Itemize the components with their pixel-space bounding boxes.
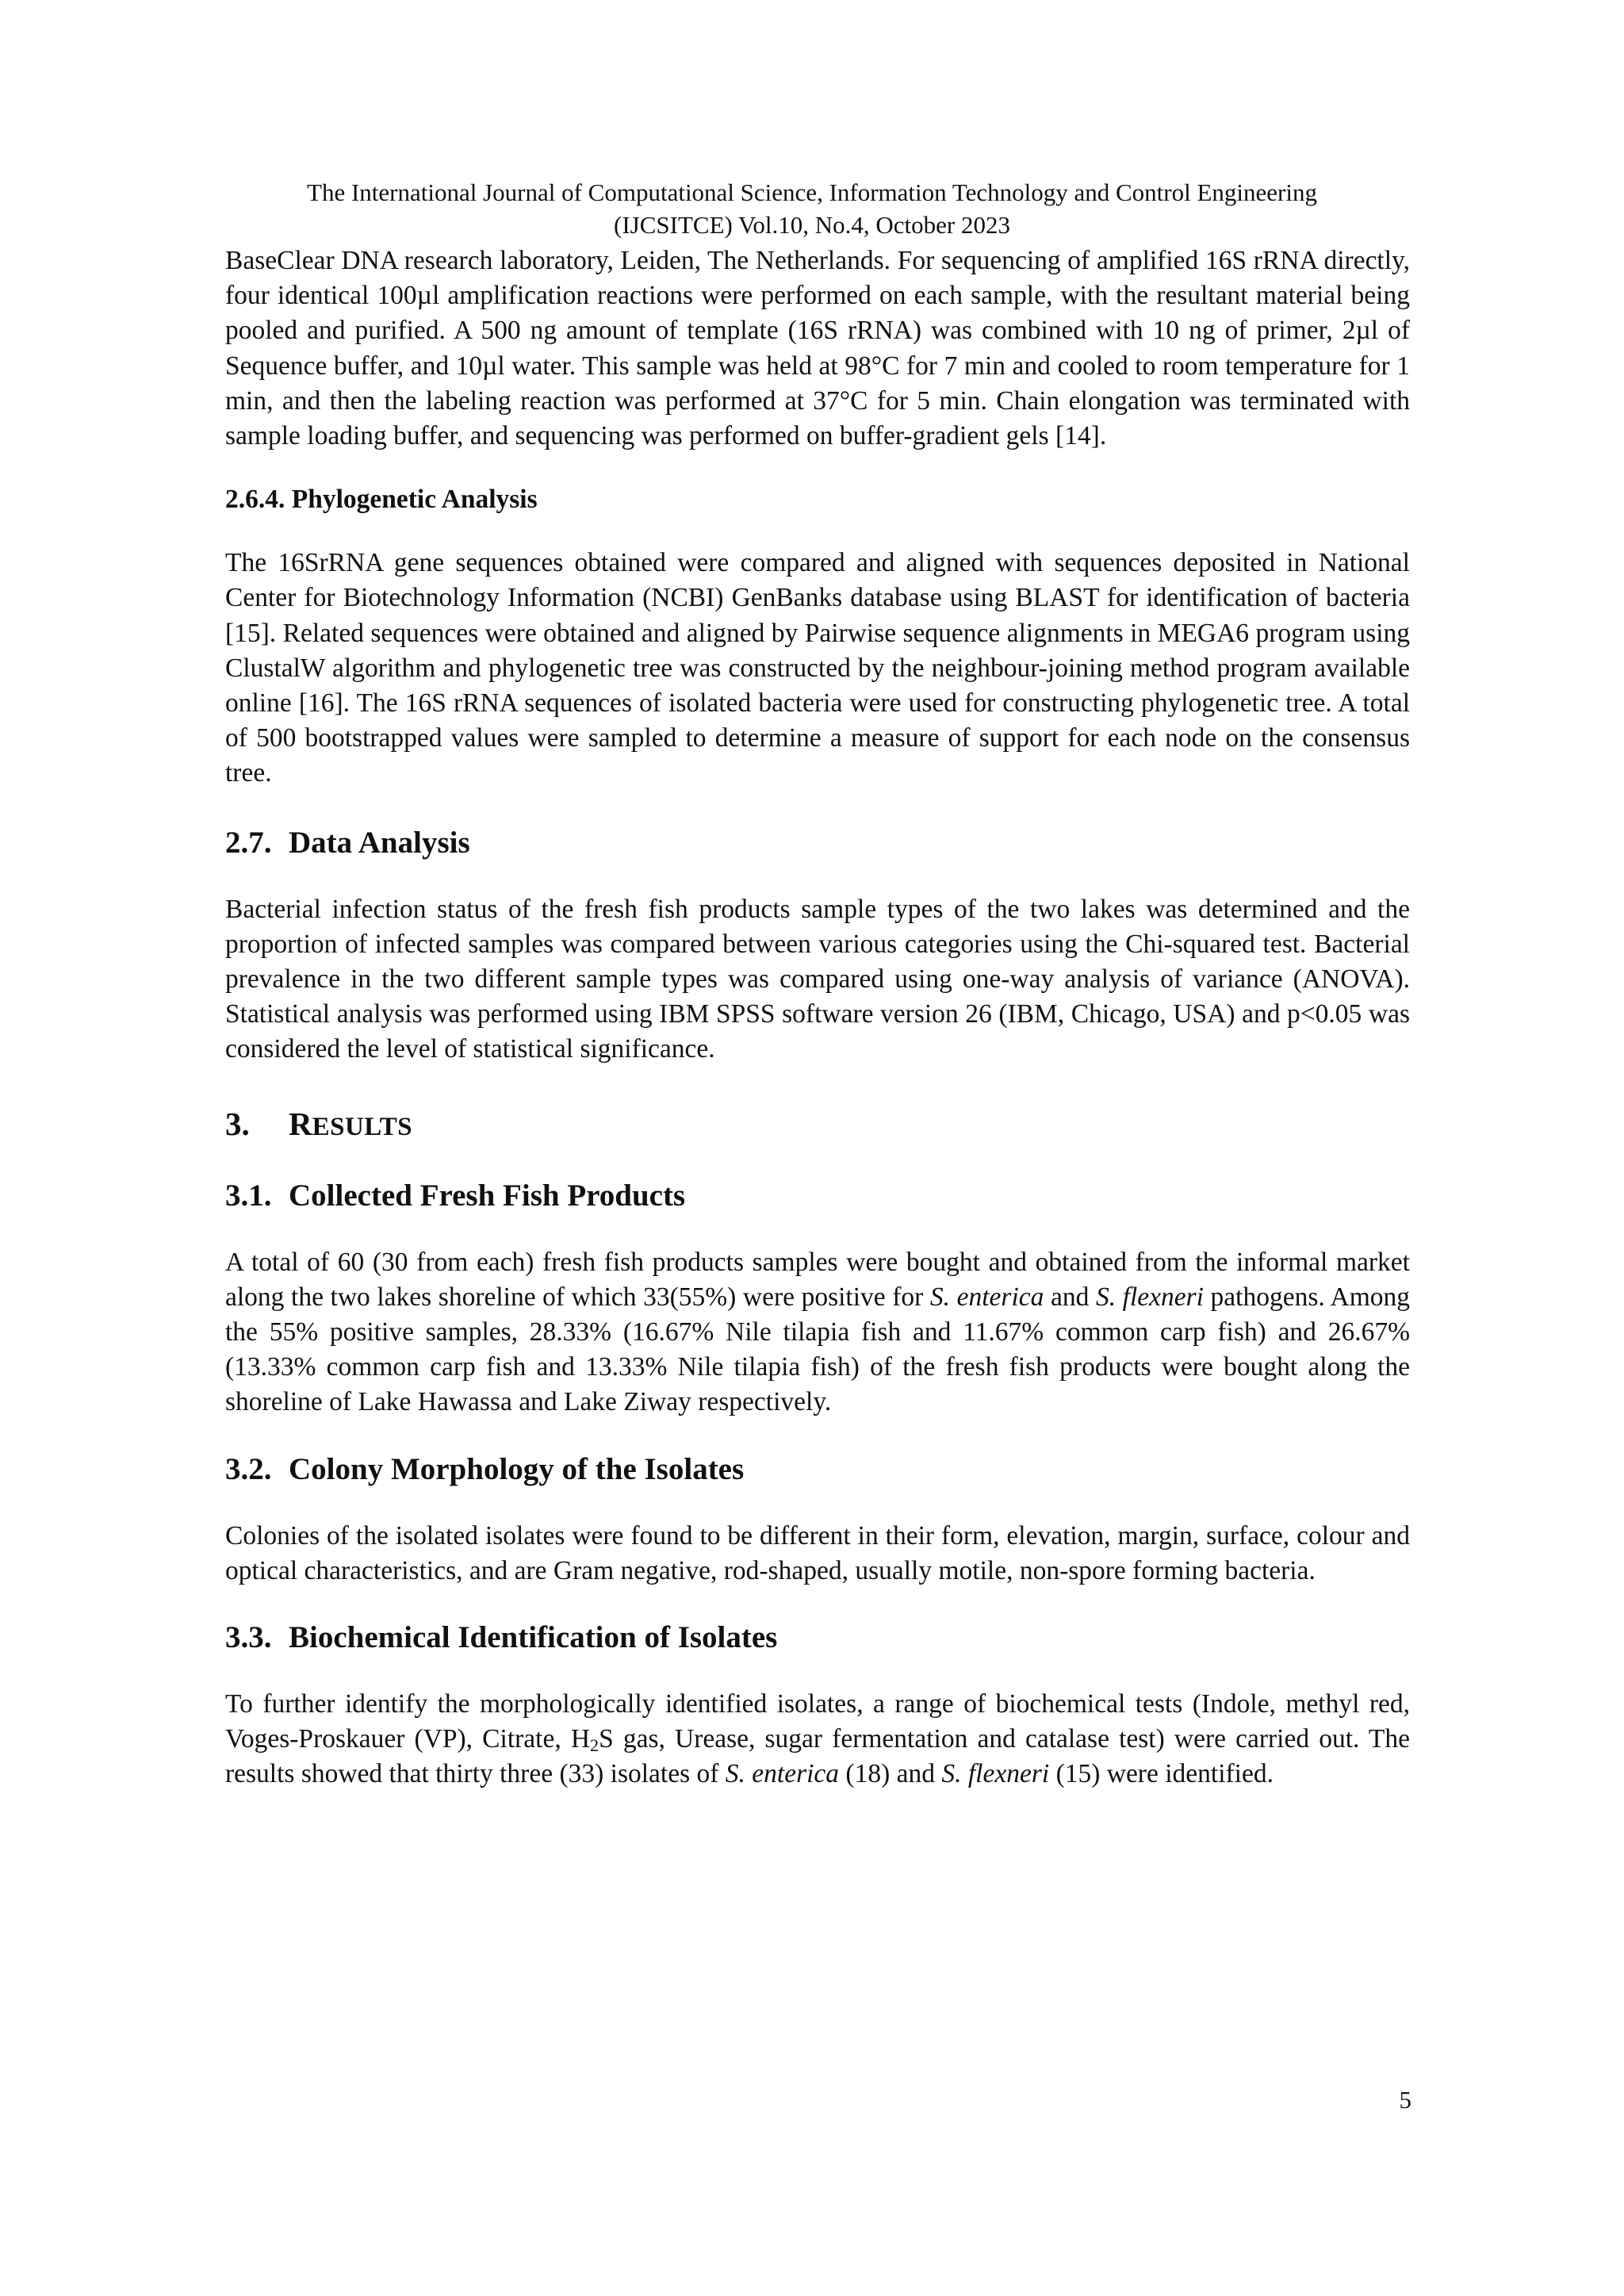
section-3-title-rest: ESULTS (312, 1112, 413, 1141)
journal-header-line-2: (IJCSITCE) Vol.10, No.4, October 2023 (614, 211, 1010, 239)
section-3-1-text-1: A total of 60 (30 from each) fresh fish products samples were bought and obtained from the informal market along the two lakes shoreline of which 33(55%) were positive for (225, 1247, 1410, 1312)
section-3-number: 3. (225, 1105, 250, 1142)
section-3-3-text-1: To further identify the morphologically identified isolates, a range of biochemical tests (Indole, methyl red, Voges-Proskauer (VP), Citrate, H (225, 1689, 1410, 1754)
section-3-2-paragraph: Colonies of the isolated isolates were found to be different in their form, elevation, margin, surface, colour and optical characteristics, and are Gram negative, rod-shaped, usually motile, non-spore forming bacteria. (225, 1520, 1410, 1585)
section-3-3-text-4: (15) were identified. (1049, 1759, 1274, 1789)
section-3-1-text-2: and (1044, 1282, 1096, 1312)
section-3-2-heading (225, 1451, 1410, 1489)
species-name-s-flexneri: S. flexneri (941, 1759, 1050, 1789)
journal-header (222, 176, 1402, 241)
section-3-title-initial: R (289, 1105, 312, 1142)
section-3-3-text-2: S gas, Urease, sugar fermentation and catalase test) were carried out. The results showed that thirty three (33) isolates of (225, 1724, 1410, 1789)
section-3-2-title: Colony Morphology of the Isolates (289, 1451, 745, 1486)
section-3-3-text-3: (18) and (839, 1759, 942, 1789)
section-3-1-paragraph (225, 1245, 1410, 1420)
article-body (225, 243, 1410, 1792)
section-3-1-heading (225, 1177, 1410, 1215)
section-3-1-text-3: pathogens. Among the 55% positive samples, 28.33% (16.67% Nile tilapia fish and 11.67% common carp fish) and 26.67% (13.33% common carp fish and 13.33% Nile tilapia fish) of the fresh fish products were bought along the shoreline of Lake Hawassa and Lake Ziway respectively. (225, 1282, 1411, 1417)
section-2-7-paragraph: Bacterial infection status of the fresh fish products sample types of the two lakes was determined and the proportion of infected samples was compared between various categories using the Chi-squared test. Bacterial prevalence in the two different sample types was compared using one-way analysis of variance (ANOVA). Statistical analysis was performed using IBM SPSS software version 26 (IBM, Chicago, USA) and p<0.05 was considered the level of statistical significance. (225, 894, 1410, 1064)
section-3-3-heading (225, 1619, 1410, 1657)
species-name-s-flexneri: S. flexneri (1095, 1282, 1204, 1312)
intro-paragraph: BaseClear DNA research laboratory, Leiden, The Netherlands. For sequencing of amplified 16S rRNA directly, four identical 100µl amplification reactions were performed on each sample, with the resultant material being pooled and purified. A 500 ng amount of template (16S rRNA) was combined with 10 ng of primer, 2µl of Sequence buffer, and 10µl water. This sample was held at 98°C for 7 min and cooled to room temperature for 1 min, and then the labeling reaction was performed at 37°C for 5 min. Chain elongation was terminated with sample loading buffer, and sequencing was performed on buffer-gradient gels [14]. (225, 246, 1410, 451)
section-3-3-number: 3.3. (225, 1620, 272, 1655)
section-3-3-paragraph (225, 1687, 1410, 1792)
page-number: 5 (1399, 2086, 1411, 2114)
section-2-7-title: Data Analysis (289, 825, 470, 860)
section-2-7-heading (225, 824, 1410, 862)
section-3-3-title: Biochemical Identification of Isolates (289, 1620, 778, 1655)
species-name-s-enterica: S. enterica (725, 1759, 840, 1789)
section-2-7-number: 2.7. (225, 825, 272, 860)
journal-header-line-1: The International Journal of Computational Science, Information Technology and Control Engineering (307, 178, 1317, 206)
subscript-2: 2 (590, 1735, 599, 1756)
section-3-2-number: 3.2. (225, 1451, 272, 1486)
section-3-heading (225, 1104, 1410, 1147)
species-name-s-enterica: S. enterica (929, 1282, 1044, 1312)
section-2-6-4-paragraph: The 16SrRNA gene sequences obtained were compared and aligned with sequences deposited in National Center for Biotechnology Information (NCBI) GenBanks database using BLAST for identification of bacteria [15]. Related sequences were obtained and aligned by Pairwise sequence alignments in MEGA6 program using ClustalW algorithm and phylogenetic tree was constructed by the neighbour-joining method program available online [16]. The 16S rRNA sequences of isolated bacteria were used for constructing phylogenetic tree. A total of 500 bootstrapped values were sampled to determine a measure of support for each node on the consensus tree. (225, 548, 1410, 788)
section-3-1-title: Collected Fresh Fish Products (289, 1178, 686, 1213)
section-3-1-number: 3.1. (225, 1178, 272, 1213)
section-2-6-4-heading: 2.6.4. Phylogenetic Analysis (225, 485, 538, 515)
